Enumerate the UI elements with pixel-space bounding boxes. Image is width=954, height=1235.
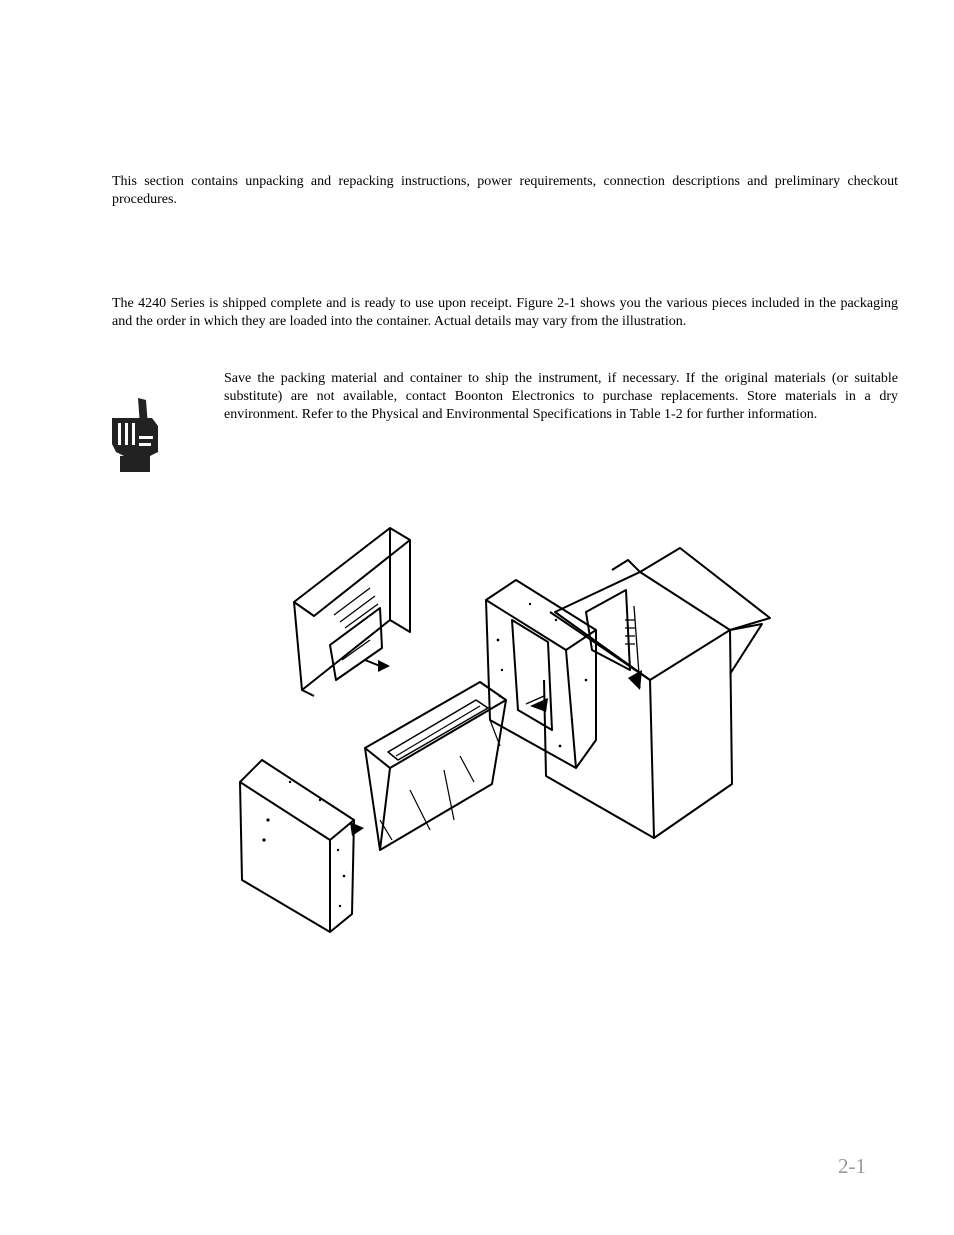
shipping-box [544, 548, 770, 838]
intro-paragraph: This section contains unpacking and repacking instructions, power requirements, connection descriptions and preliminary checkout procedures. [112, 174, 898, 207]
foam-end-cap-bottom [240, 760, 354, 932]
packing-diagram-icon [230, 520, 775, 935]
page-number: 2-1 [838, 1154, 866, 1178]
note-paragraph: Save the packing material and container to ship the instrument, if necessary. If the original materials (or suitable substitute) are not available, contact Boonton Electronics to purchase replacements. Store materials in a dry environment. Refer to the Physical and Environmental Specifications in Table 1-2 for further information. [224, 371, 898, 422]
wrapped-instrument [365, 682, 506, 850]
pointing-hand-icon [108, 396, 162, 474]
accessory-carton [294, 528, 410, 696]
unpacking-paragraph: The 4240 Series is shipped complete and is ready to use upon receipt. Figure 2-1 shows you the various pieces included in the packaging and the order in which they are loaded into the container. Actual details may vary from the illustration. [112, 296, 898, 329]
foam-end-cap-top [486, 580, 596, 768]
